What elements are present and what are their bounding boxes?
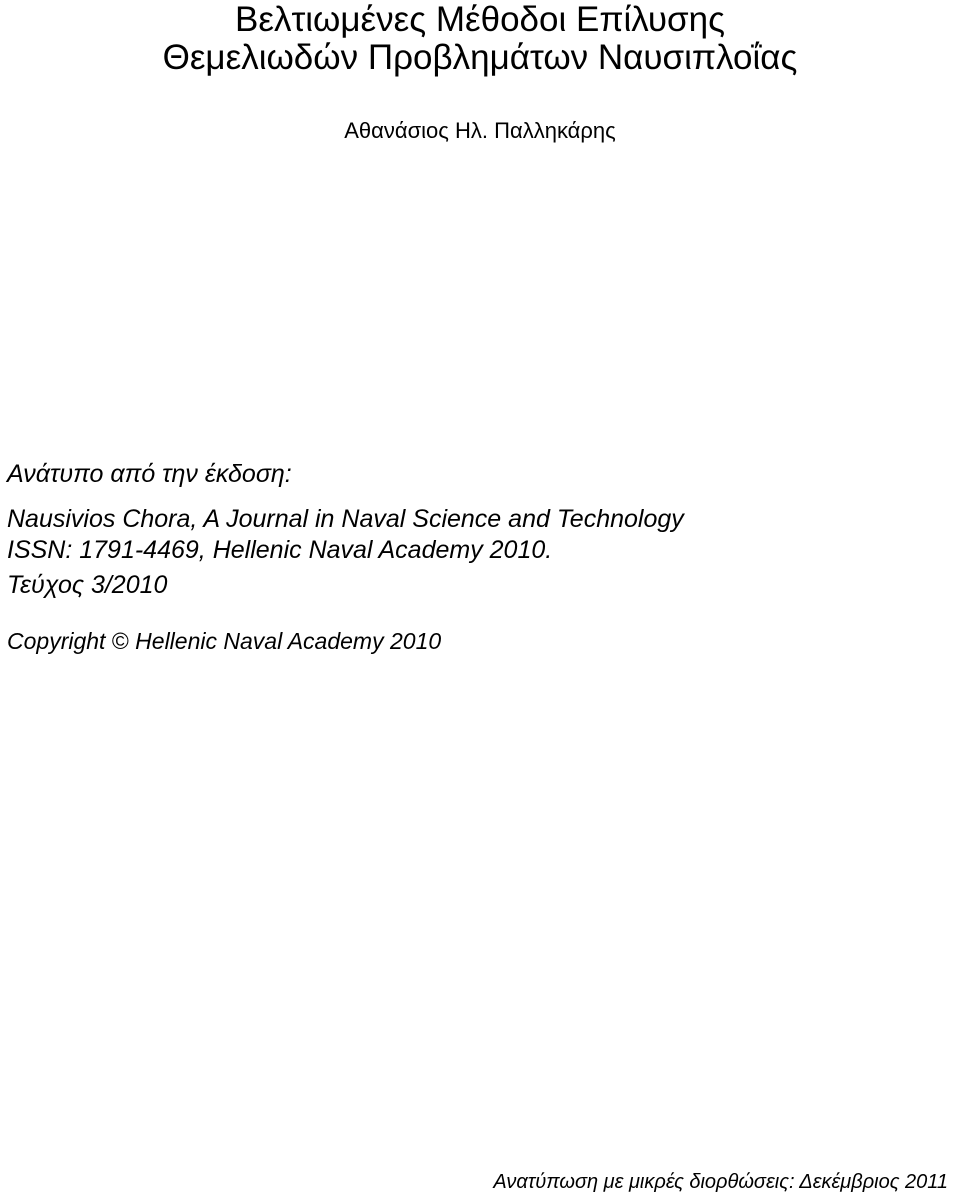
copyright-line (7, 627, 441, 655)
title-line-2: Θεμελιωδών Προβλημάτων Ναυσιπλοΐας (162, 38, 798, 77)
copyright-holder: Hellenic Naval Academy 2010 (135, 628, 442, 654)
journal-name: Nausivios Chora, A Journal in Naval Science and Technology (7, 505, 684, 533)
copyright-prefix: Copyright (7, 628, 106, 654)
issn-line: ISSN: 1791-4469, Hellenic Naval Academy 2010. (7, 536, 553, 564)
author-name: Αθανάσιος Ηλ. Παλληκάρης (344, 118, 616, 143)
reprint-note: Ανατύπωση με μικρές διορθώσεις: Δεκέμβριος 2011 (493, 1171, 948, 1193)
title-line-1: Βελτιωμένες Μέθοδοι Επίλυσης (235, 0, 725, 39)
issue-line: Τεύχος 3/2010 (7, 571, 168, 599)
copyright-icon: © (111, 628, 129, 654)
reprint-label: Ανάτυπο από την έκδοση: (7, 460, 292, 488)
